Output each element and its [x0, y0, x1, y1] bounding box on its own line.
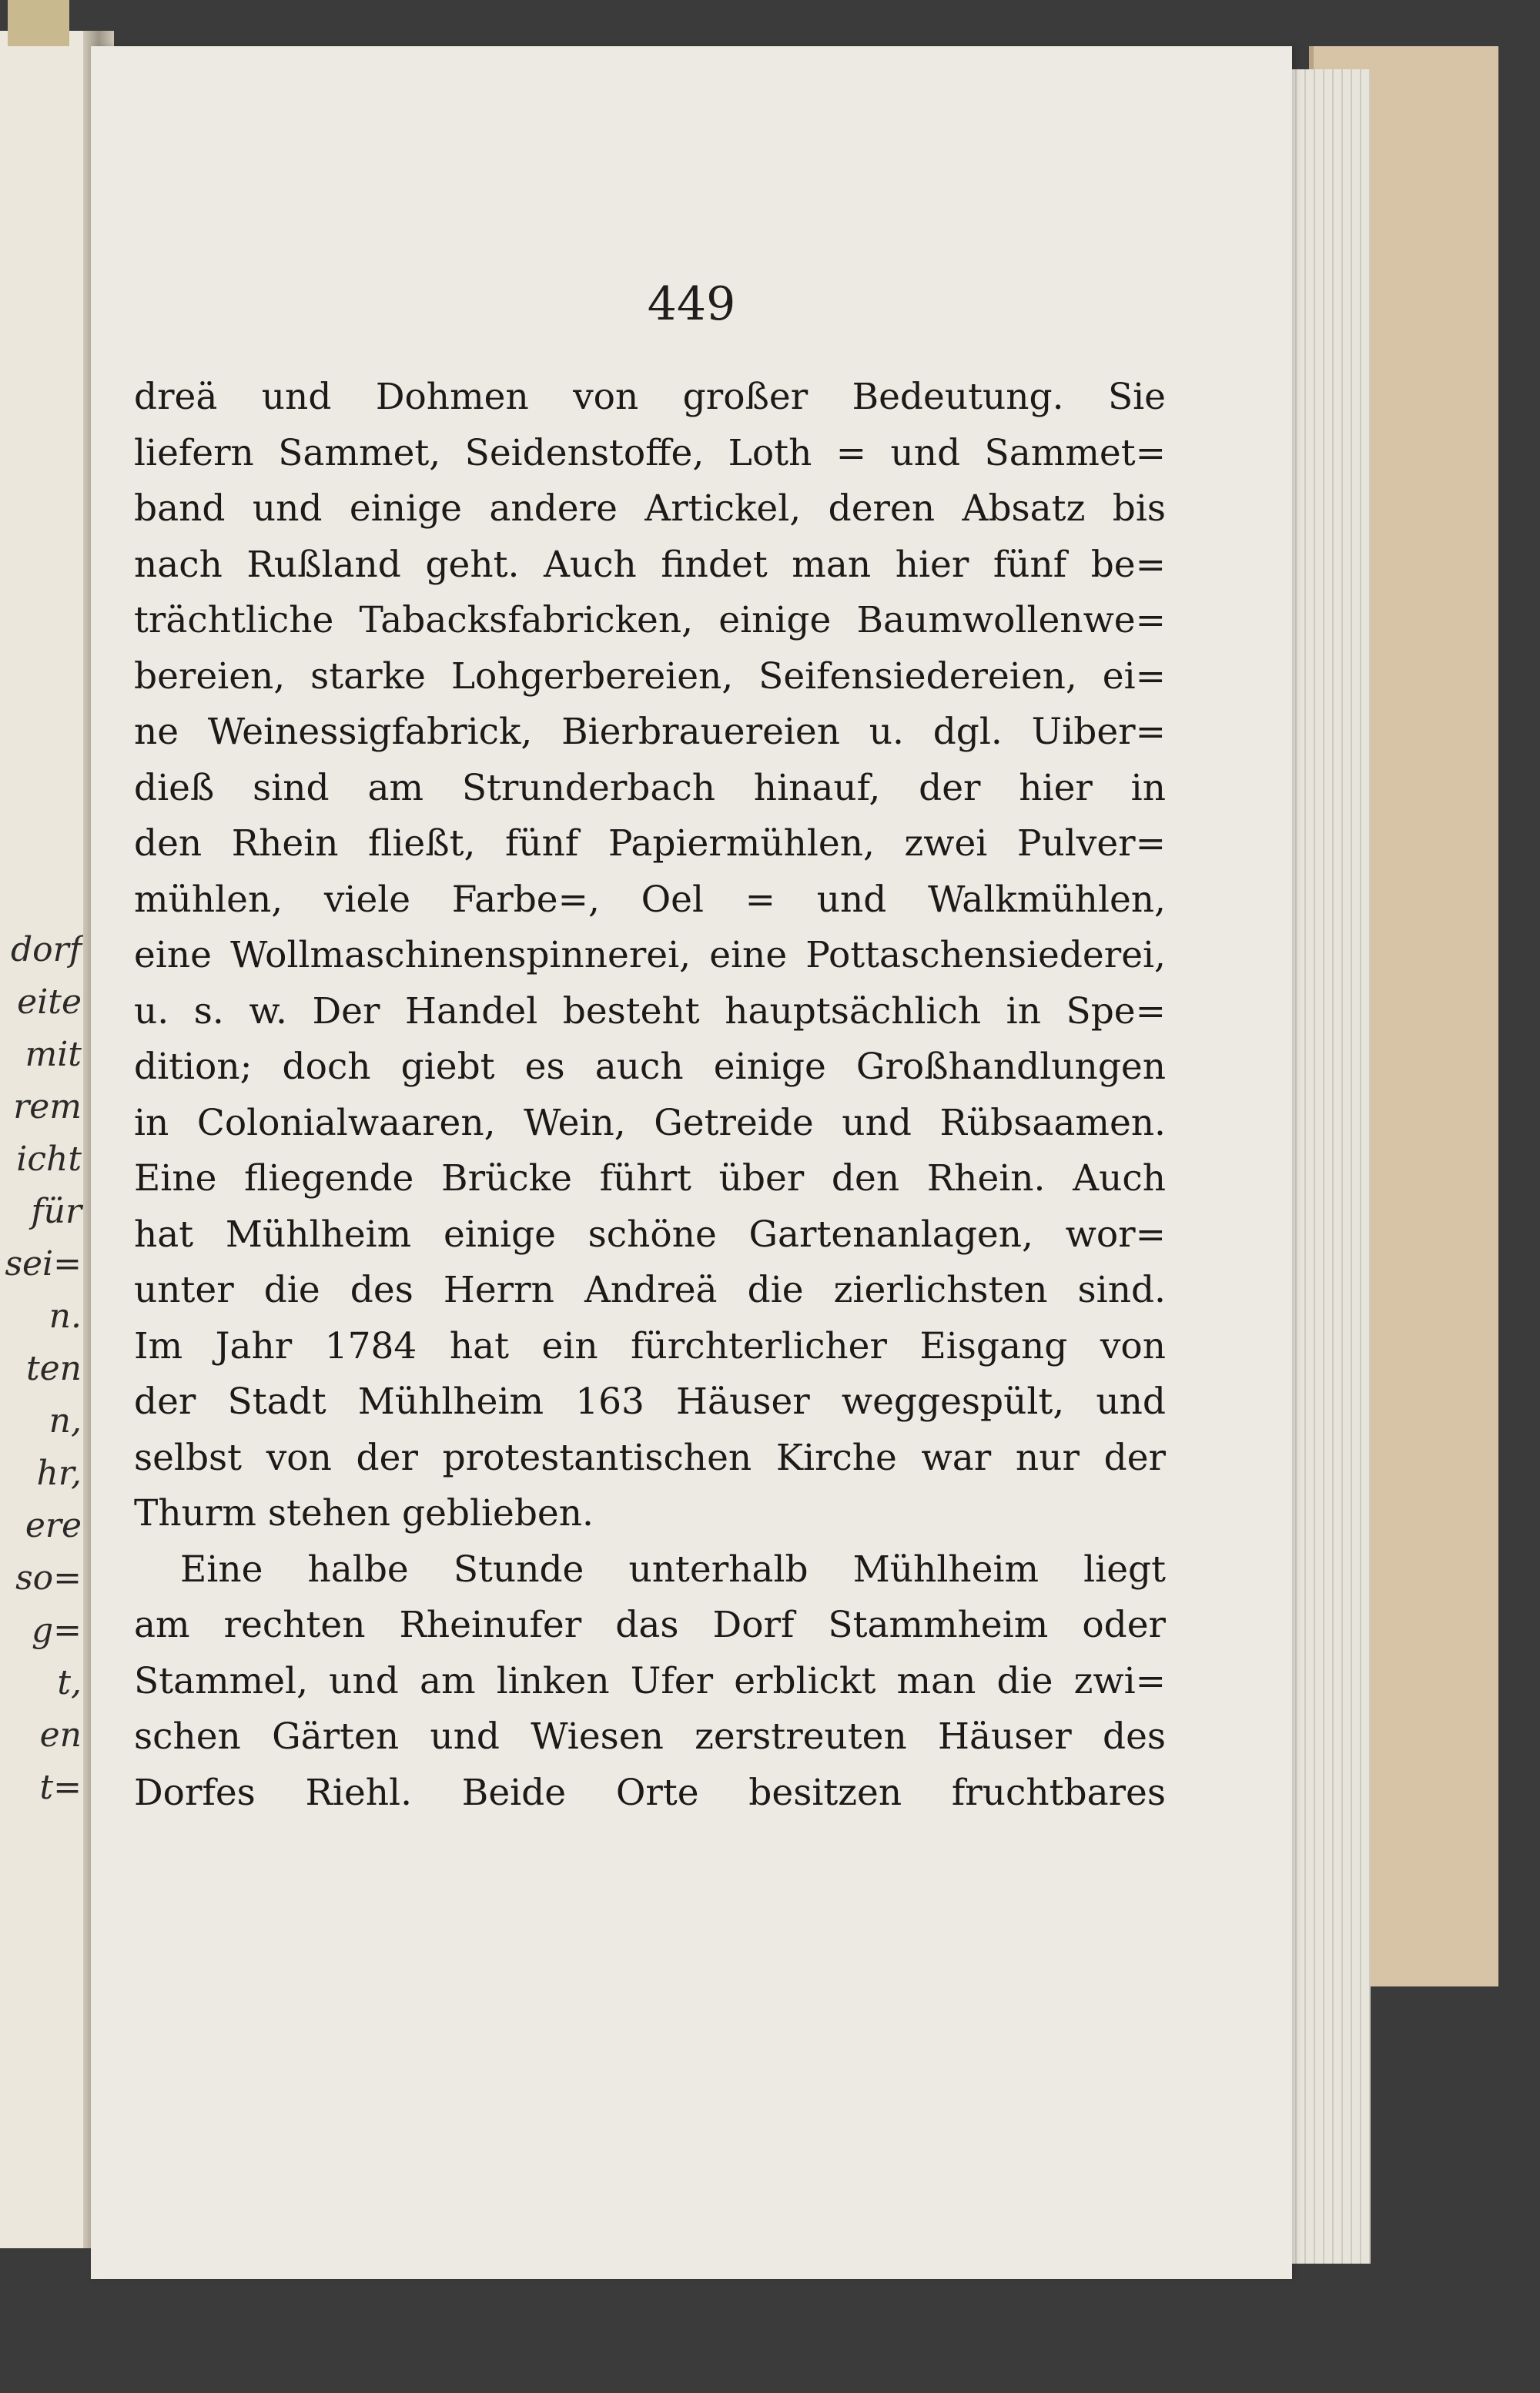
paragraph-start-line: Eine halbe Stunde unterhalb Mühlheim liegt: [180, 1548, 1166, 1591]
text-line: nach Rußland geht. Auch findet man hier fünf be=: [134, 543, 1166, 586]
right-page: [91, 46, 1292, 2279]
text-line: band und einige andere Artickel, deren Absatz bis: [134, 487, 1166, 530]
left-fragment: mit: [25, 1035, 82, 1074]
left-fragment: eite: [17, 982, 82, 1022]
text-line: schen Gärten und Wiesen zerstreuten Häuser des: [134, 1715, 1166, 1758]
text-line: unter die des Herrn Andreä die zierlichsten sind.: [134, 1269, 1166, 1311]
left-fragment: g=: [31, 1611, 82, 1650]
text-line: selbst von der protestantischen Kirche war nur der: [134, 1436, 1166, 1479]
left-fragment: sei=: [5, 1244, 82, 1284]
paragraph-end-line: Thurm stehen geblieben.: [134, 1492, 594, 1535]
text-line: Eine fliegende Brücke führt über den Rhein. Auch: [134, 1157, 1166, 1200]
page-number: 449: [647, 277, 736, 331]
text-line: bereien, starke Lohgerbereien, Seifensiedereien, ei=: [134, 654, 1166, 698]
left-fragment: so=: [15, 1558, 82, 1598]
text-line: dieß sind am Strunderbach hinauf, der hier in: [134, 766, 1166, 809]
bookmark-tab: [8, 0, 69, 46]
text-line: dreä und Dohmen von großer Bedeutung. Sie: [134, 376, 1166, 418]
left-fragment: hr,: [36, 1454, 82, 1493]
left-page-text-fragments: [0, 924, 85, 1814]
text-line: am rechten Rheinufer das Dorf Stammheim oder: [134, 1604, 1166, 1646]
text-line: der Stadt Mühlheim 163 Häuser weggespült, und: [134, 1381, 1166, 1423]
left-fragment: ere: [25, 1506, 82, 1545]
left-fragment: t=: [39, 1768, 82, 1807]
left-fragment: icht: [16, 1140, 82, 1179]
page-edges: [1278, 69, 1371, 2264]
text-line: Im Jahr 1784 hat ein fürchterlicher Eisgang von: [134, 1324, 1166, 1367]
text-line: Dorfes Riehl. Beide Orte besitzen fruchtbares: [134, 1771, 1166, 1814]
left-fragment: ten: [25, 1349, 82, 1388]
left-fragment: dorf: [11, 930, 82, 969]
text-line: den Rhein fließt, fünf Papiermühlen, zwei Pulver=: [134, 822, 1166, 865]
left-fragment: n.: [49, 1297, 82, 1336]
text-line: ne Weinessigfabrick, Bierbrauereien u. dgl. Uiber=: [134, 711, 1166, 753]
text-line: mühlen, viele Farbe=, Oel = und Walkmühlen,: [134, 878, 1166, 921]
text-line: dition; doch giebt es auch einige Großhandlungen: [134, 1046, 1166, 1088]
text-line: Stammel, und am linken Ufer erblickt man die zwi=: [134, 1659, 1166, 1702]
text-line: hat Mühlheim einige schöne Gartenanlagen, wor=: [134, 1213, 1166, 1256]
left-fragment: rem: [13, 1087, 82, 1126]
text-line: u. s. w. Der Handel besteht hauptsächlich in Spe=: [134, 989, 1166, 1033]
left-fragment: en: [39, 1715, 82, 1755]
text-line: liefern Sammet, Seidenstoffe, Loth = und Sammet=: [134, 431, 1166, 474]
page-text: [134, 370, 1166, 1821]
text-line: trächtliche Tabacksfabricken, einige Baumwollenwe=: [134, 599, 1166, 641]
left-fragment: für: [31, 1192, 82, 1231]
left-fragment: t,: [57, 1663, 82, 1702]
left-fragment: n,: [49, 1401, 82, 1441]
text-line: in Colonialwaaren, Wein, Getreide und Rübsaamen.: [134, 1101, 1166, 1144]
text-line: eine Wollmaschinenspinnerei, eine Pottaschensiederei,: [134, 934, 1166, 976]
